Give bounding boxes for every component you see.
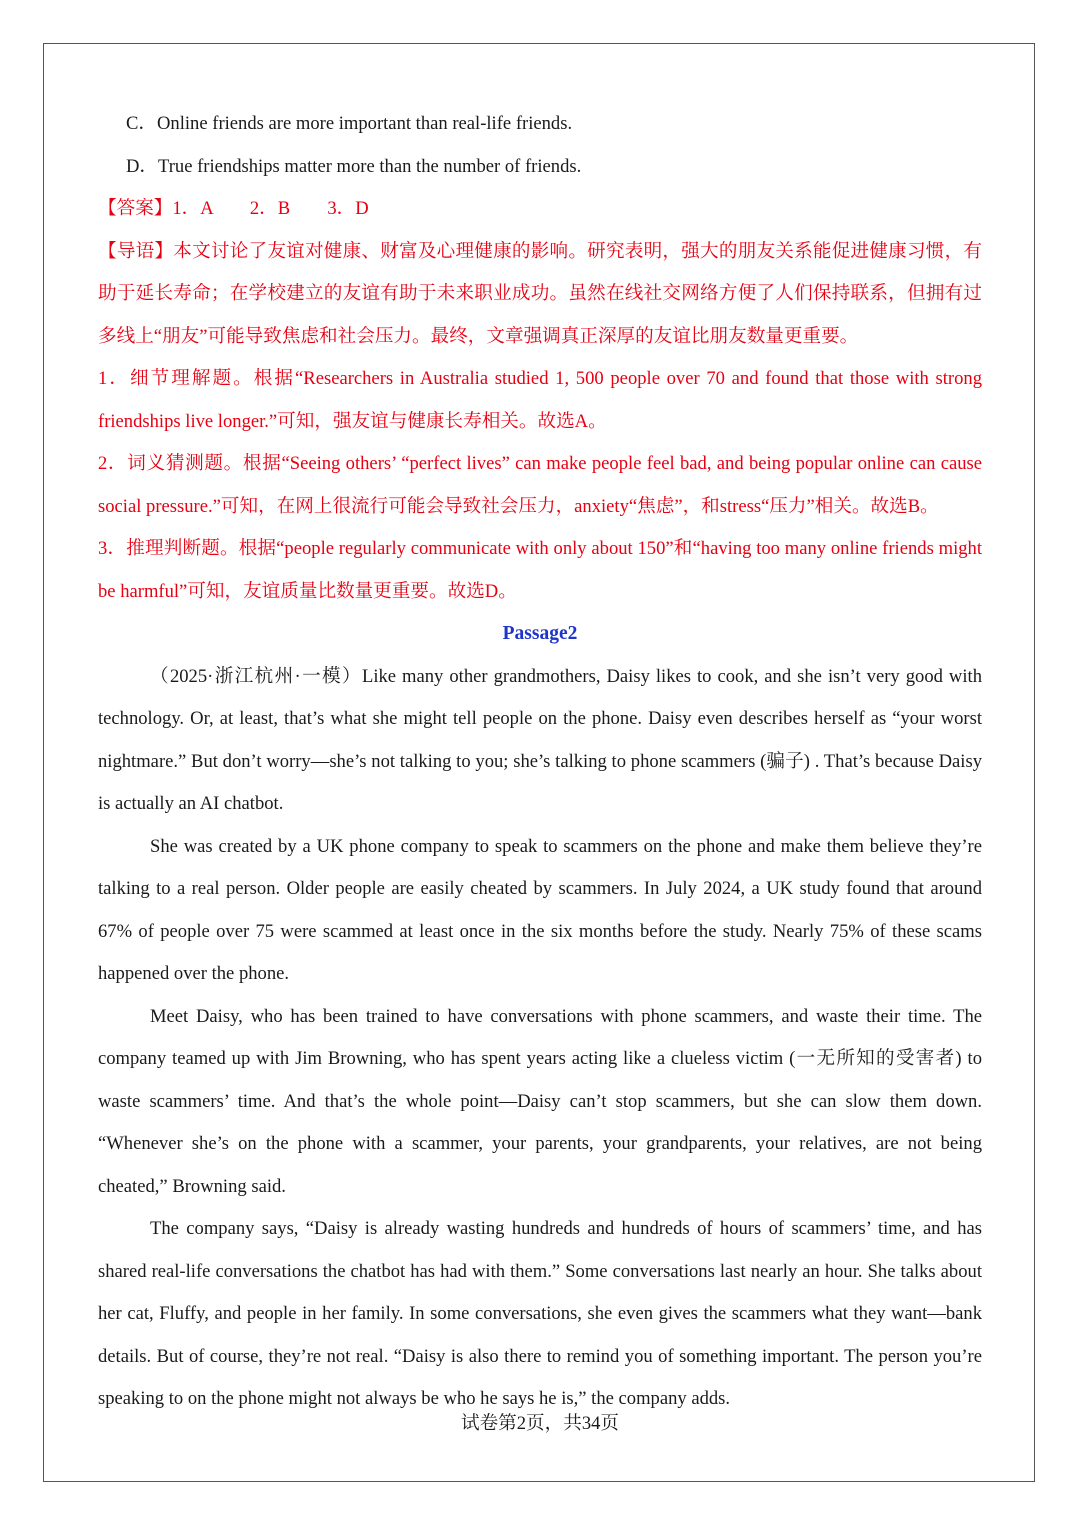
document-body: [98, 103, 982, 1421]
explanation-3: 3．推理判断题。根据“people regularly communicate with only about 150”和“having too many online friends might be harmful”可知，友谊质量比数量更重要。故选D。: [98, 538, 982, 602]
page-footer: 试卷第2页，共34页: [460, 1413, 620, 1434]
option-d: D．True friendships matter more than the number of friends.: [126, 155, 582, 177]
explanation-1: 1．细节理解题。根据“Researchers in Australia studied 1, 500 people over 70 and found that those with strong friendships live longer.”可知，强友谊与健康长寿相关。故选A。: [98, 368, 982, 432]
option-c: C．Online friends are more important than real-life friends.: [126, 113, 573, 134]
passage-paragraph: （2025·浙江杭州·一模）Like many other grandmothers, Daisy likes to cook, and she isn’t very good with technology. Or, at least, that’s what she might tell people on the phone. Daisy even describes herself as “your worst nightmare.” But don’t worry—she’s not talking to you; she’s talking to phone scammers (骗子) . That’s because Daisy is actually an AI chatbot.: [98, 665, 982, 814]
passage-paragraph: She was created by a UK phone company to speak to scammers on the phone and make them believe they’re talking to a real person. Older people are easily cheated by scammers. In July 2024, a UK study found that around 67% of people over 75 were scammed at least once in the six months before the study. Nearly 75% of these scams happened over the phone.: [98, 835, 982, 984]
explanation-2: 2．词义猜测题。根据“Seeing others’ “perfect lives” can make people feel bad, and being popular online can cause social pressure.”可知，在网上很流行可能会导致社会压力，anxiety“焦虑”，和stress“压力”相关。故选B。: [98, 453, 982, 517]
intro-guide: 【导语】本文讨论了友谊对健康、财富及心理健康的影响。研究表明，强大的朋友关系能促进健康习惯，有助于延长寿命；在学校建立的友谊有助于未来职业成功。虽然在线社交网络方便了人们保持联系，但拥有过多线上“朋友”可能导致焦虑和社会压力。最终，文章强调真正深厚的友谊比朋友数量更重要。: [98, 240, 982, 347]
passage-paragraph: The company says, “Daisy is already wasting hundreds and hundreds of hours of scammers’ time, and has shared real-life conversations the chatbot has had with them.” Some conversations last nearly an hour. She talks about her cat, Fluffy, and people in her family. In some conversations, she even gives the scammers what they want—bank details. But of course, they’re not real. “Daisy is also there to remind you of something important. The person you’re speaking to on the phone might not always be who he says he is,” the company adds.: [98, 1218, 982, 1409]
passage-title: Passage2: [502, 623, 578, 644]
answer-key: 【答案】1．A 2．B 3．D: [98, 198, 369, 219]
passage-paragraph: Meet Daisy, who has been trained to have conversations with phone scammers, and waste their time. The company teamed up with Jim Browning, who has spent years acting like a clueless victim (一无所知的受害者) to waste scammers’ time. And that’s the whole point—Daisy can’t stop scammers, but she can slow them down. “Whenever she’s on the phone with a scammer, your parents, your grandparents, your relatives, are not being cheated,” Browning said.: [98, 1005, 982, 1197]
